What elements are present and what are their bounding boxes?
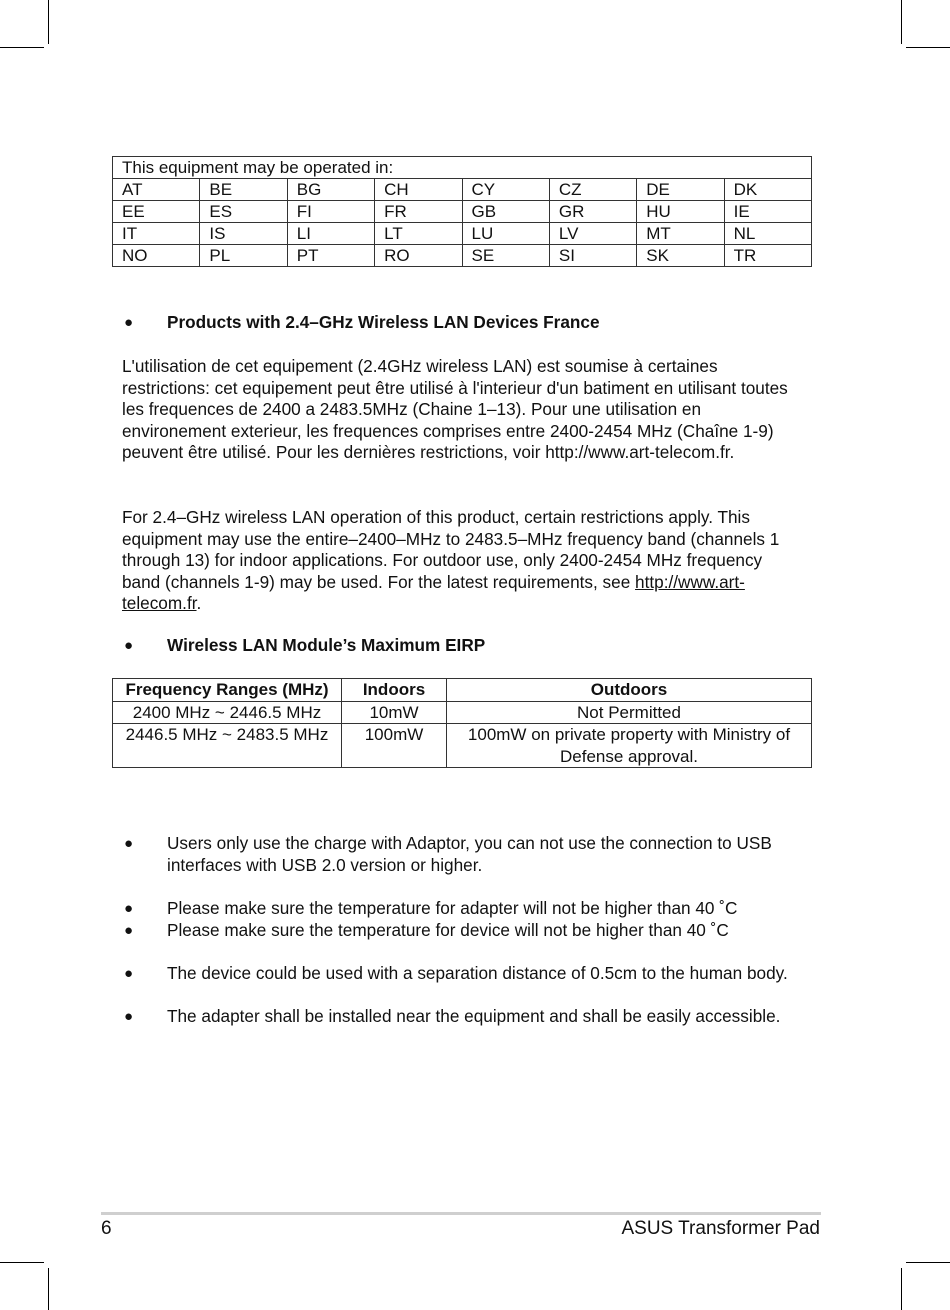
note-text: Users only use the charge with Adaptor, you can not use the connection to USB interfaces with USB 2.0 version or higher. xyxy=(167,833,772,875)
country-cell: TR xyxy=(724,245,811,267)
eirp-table xyxy=(112,678,812,768)
country-cell: NL xyxy=(724,223,811,245)
country-cell: PT xyxy=(287,245,374,267)
list-item xyxy=(124,833,814,876)
bullet-icon: ● xyxy=(124,1008,134,1025)
country-cell: LI xyxy=(287,223,374,245)
table-cell: Not Permitted xyxy=(447,701,812,724)
paragraph-english xyxy=(122,507,802,615)
list-item xyxy=(124,920,814,942)
country-cell: NO xyxy=(113,245,200,267)
bullet-icon: ● xyxy=(124,835,134,852)
link-suffix: . xyxy=(196,593,202,613)
countries-table xyxy=(112,156,812,267)
crop-mark xyxy=(48,1268,49,1310)
table-cell: 10mW xyxy=(342,701,447,724)
art-telecom-link[interactable]: http://www.art-telecom.fr xyxy=(122,571,745,613)
country-cell: BG xyxy=(287,179,374,201)
paragraph-french xyxy=(122,356,802,464)
paragraph-text: L'utilisation de cet equipement (2.4GHz wireless LAN) est soumise à certaines restrictions: cet equipement peut être utilisé à l'interieur d'un batiment en utilisant toutes les frequences de 2400 a 2483.5MHz (Chaine 1–13). Pour une utilisation en environement exterieur, les frequences comprises entre 2400-2454 MHz (Chaîne 1-9) peuvent être utilisé. Pour les dernières restrictions, voir http://www.art-telecom.fr. xyxy=(122,356,788,462)
country-cell: IT xyxy=(113,223,200,245)
country-cell: DE xyxy=(637,179,724,201)
page-number: 6 xyxy=(101,1218,112,1239)
crop-mark xyxy=(901,0,902,44)
crop-mark xyxy=(906,1262,950,1263)
table-cell: 2446.5 MHz ~ 2483.5 MHz xyxy=(113,724,342,768)
country-cell: LT xyxy=(375,223,462,245)
list-item xyxy=(124,1006,814,1028)
crop-mark xyxy=(48,0,49,44)
table-row xyxy=(113,223,812,245)
country-cell: SE xyxy=(462,245,549,267)
country-cell: CZ xyxy=(549,179,636,201)
list-item xyxy=(124,963,814,985)
note-text: Please make sure the temperature for device will not be higher than 40 ˚C xyxy=(167,920,729,940)
country-cell: PL xyxy=(200,245,287,267)
country-cell: BE xyxy=(200,179,287,201)
crop-mark xyxy=(0,47,44,48)
country-cell: HU xyxy=(637,201,724,223)
paragraph-text-wrap xyxy=(122,507,802,615)
country-cell: SK xyxy=(637,245,724,267)
country-cell: LU xyxy=(462,223,549,245)
country-cell: MT xyxy=(637,223,724,245)
table-row xyxy=(113,201,812,223)
country-cell: FI xyxy=(287,201,374,223)
table-cell: 100mW on private property with Ministry of Defense approval. xyxy=(447,724,812,768)
table-cell: 2400 MHz ~ 2446.5 MHz xyxy=(113,701,342,724)
country-cell: FR xyxy=(375,201,462,223)
bullet-icon: ● xyxy=(124,965,134,982)
note-text: The adapter shall be installed near the equipment and shall be easily accessible. xyxy=(167,1006,781,1026)
country-cell: GB xyxy=(462,201,549,223)
country-cell: SI xyxy=(549,245,636,267)
crop-mark xyxy=(906,47,950,48)
heading-text: Wireless LAN Module’s Maximum EIRP xyxy=(167,635,486,655)
country-cell: GR xyxy=(549,201,636,223)
table-row xyxy=(113,245,812,267)
column-header: Frequency Ranges (MHz) xyxy=(113,679,342,702)
note-text: Please make sure the temperature for adapter will not be higher than 40 ˚C xyxy=(167,898,738,918)
list-item xyxy=(124,898,814,920)
country-cell: DK xyxy=(724,179,811,201)
crop-mark xyxy=(0,1262,44,1263)
country-cell: IS xyxy=(200,223,287,245)
country-cell: LV xyxy=(549,223,636,245)
product-name: ASUS Transformer Pad xyxy=(621,1218,820,1239)
bullet-icon: ● xyxy=(124,314,134,331)
country-cell: CH xyxy=(375,179,462,201)
footer-divider xyxy=(101,1212,821,1215)
bullet-icon: ● xyxy=(124,900,134,917)
column-header: Outdoors xyxy=(447,679,812,702)
countries-header: This equipment may be operated in: xyxy=(113,157,812,179)
country-cell: AT xyxy=(113,179,200,201)
table-cell: 100mW xyxy=(342,724,447,768)
table-row xyxy=(113,701,812,724)
country-cell: ES xyxy=(200,201,287,223)
bullet-icon: ● xyxy=(124,637,134,654)
note-text: The device could be used with a separation distance of 0.5cm to the human body. xyxy=(167,963,788,983)
heading-text: Products with 2.4–GHz Wireless LAN Devices France xyxy=(167,312,600,332)
column-header: Indoors xyxy=(342,679,447,702)
country-cell: IE xyxy=(724,201,811,223)
table-header-row xyxy=(113,679,812,702)
bullet-icon: ● xyxy=(124,922,134,939)
country-cell: EE xyxy=(113,201,200,223)
paragraph-text: For 2.4–GHz wireless LAN operation of this product, certain restrictions apply. This equipment may use the entire–2400–MHz to 2483.5–MHz frequency band (channels 1 through 13) for indoor applications. For outdoor use, only 2400-2454 MHz frequency band (channels 1-9) may be used. For the latest requirements, see xyxy=(122,507,780,592)
crop-mark xyxy=(901,1268,902,1310)
country-cell: RO xyxy=(375,245,462,267)
country-cell: CY xyxy=(462,179,549,201)
table-row xyxy=(113,724,812,768)
table-row xyxy=(113,179,812,201)
